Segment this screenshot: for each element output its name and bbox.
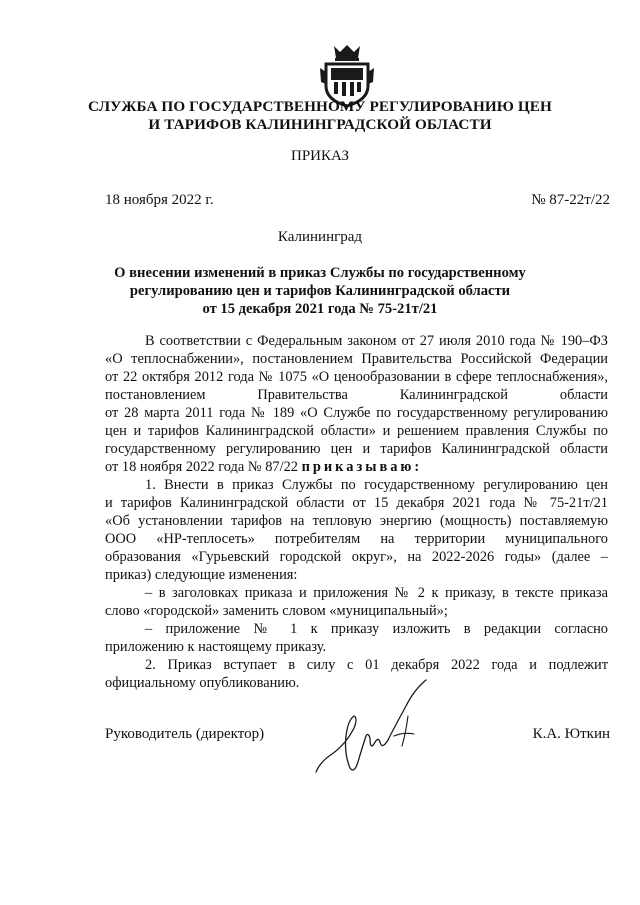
body-line: 1. Внести в приказ Службы по государственному регулированию цен (145, 477, 608, 493)
body-word: Калининградской (399, 387, 509, 403)
body-line: 2. Приказ вступает в силу с 01 декабря 2022 года и подлежит (145, 657, 608, 673)
body-line: цен и тарифов Калининградской области» и решением правления Службы по (105, 423, 608, 439)
signatory-name: К.А. Юткин (532, 726, 610, 742)
body-line (105, 458, 608, 476)
body-line: приложению к настоящему приказу. (105, 639, 327, 655)
body-line: – в заголовках приказа и приложения № 2 к приказу, в тексте приказа (145, 585, 608, 601)
organization-name-line1: СЛУЖБА ПО ГОСУДАРСТВЕННОМУ РЕГУЛИРОВАНИЮ ЦЕН (88, 98, 552, 115)
document-city: Калининград (277, 229, 363, 245)
body-line: приказ) следующие изменения: (105, 567, 298, 583)
body-line: государственному регулированию цен и тарифов Калининградской области (105, 441, 608, 457)
body-line: и тарифов Калининградской области от 15 декабря 2021 года № 75-21т/21 (105, 495, 608, 511)
body-word: области (559, 387, 608, 403)
document-type: ПРИКАЗ (291, 148, 349, 164)
document-title-line2: регулированию цен и тарифов Калининградской области (129, 283, 511, 299)
body-word: постановлением (105, 387, 206, 403)
document-title-line1: О внесении изменений в приказ Службы по государственному (114, 265, 526, 281)
body-line: от 22 октября 2012 года № 1075 «О ценообразовании в сфере теплоснабжения», (105, 369, 608, 385)
body-text: от 18 ноября 2022 года № 87/22 (105, 459, 298, 475)
body-line: официальному опубликованию. (105, 675, 300, 691)
body-line: слово «городской» заменить словом «муниципальный»; (105, 603, 448, 619)
document-number: № 87-22т/22 (531, 192, 610, 208)
document-title-line3: от 15 декабря 2021 года № 75-21т/21 (202, 301, 438, 317)
body-line: от 28 марта 2011 года № 189 «О Службе по государственному регулированию (105, 405, 608, 421)
body-word: Правительства (257, 387, 348, 403)
organization-name-line2: И ТАРИФОВ КАЛИНИНГРАДСКОЙ ОБЛАСТИ (148, 116, 492, 133)
body-line: – приложение № 1 к приказу изложить в редакции согласно (145, 621, 608, 637)
document-date: 18 ноября 2022 г. (105, 192, 214, 208)
body-line (105, 386, 608, 404)
handwritten-signature (310, 676, 440, 786)
body-line: В соответствии с Федеральным законом от 27 июля 2010 года № 190–ФЗ (145, 333, 608, 349)
order-keyword: приказываю: (301, 459, 423, 475)
body-line: ООО «НР-теплосеть» потребителям на территории муниципального (105, 531, 608, 547)
body-line: «О теплоснабжении», постановлением Правительства Российской Федерации (105, 351, 608, 367)
body-line: «Об установлении тарифов на тепловую энергию (мощность) поставляемую (105, 513, 608, 529)
body-line: образования «Гурьевский городской округ», на 2022-2026 годы» (далее – (105, 549, 608, 565)
signatory-position: Руководитель (директор) (105, 726, 265, 742)
